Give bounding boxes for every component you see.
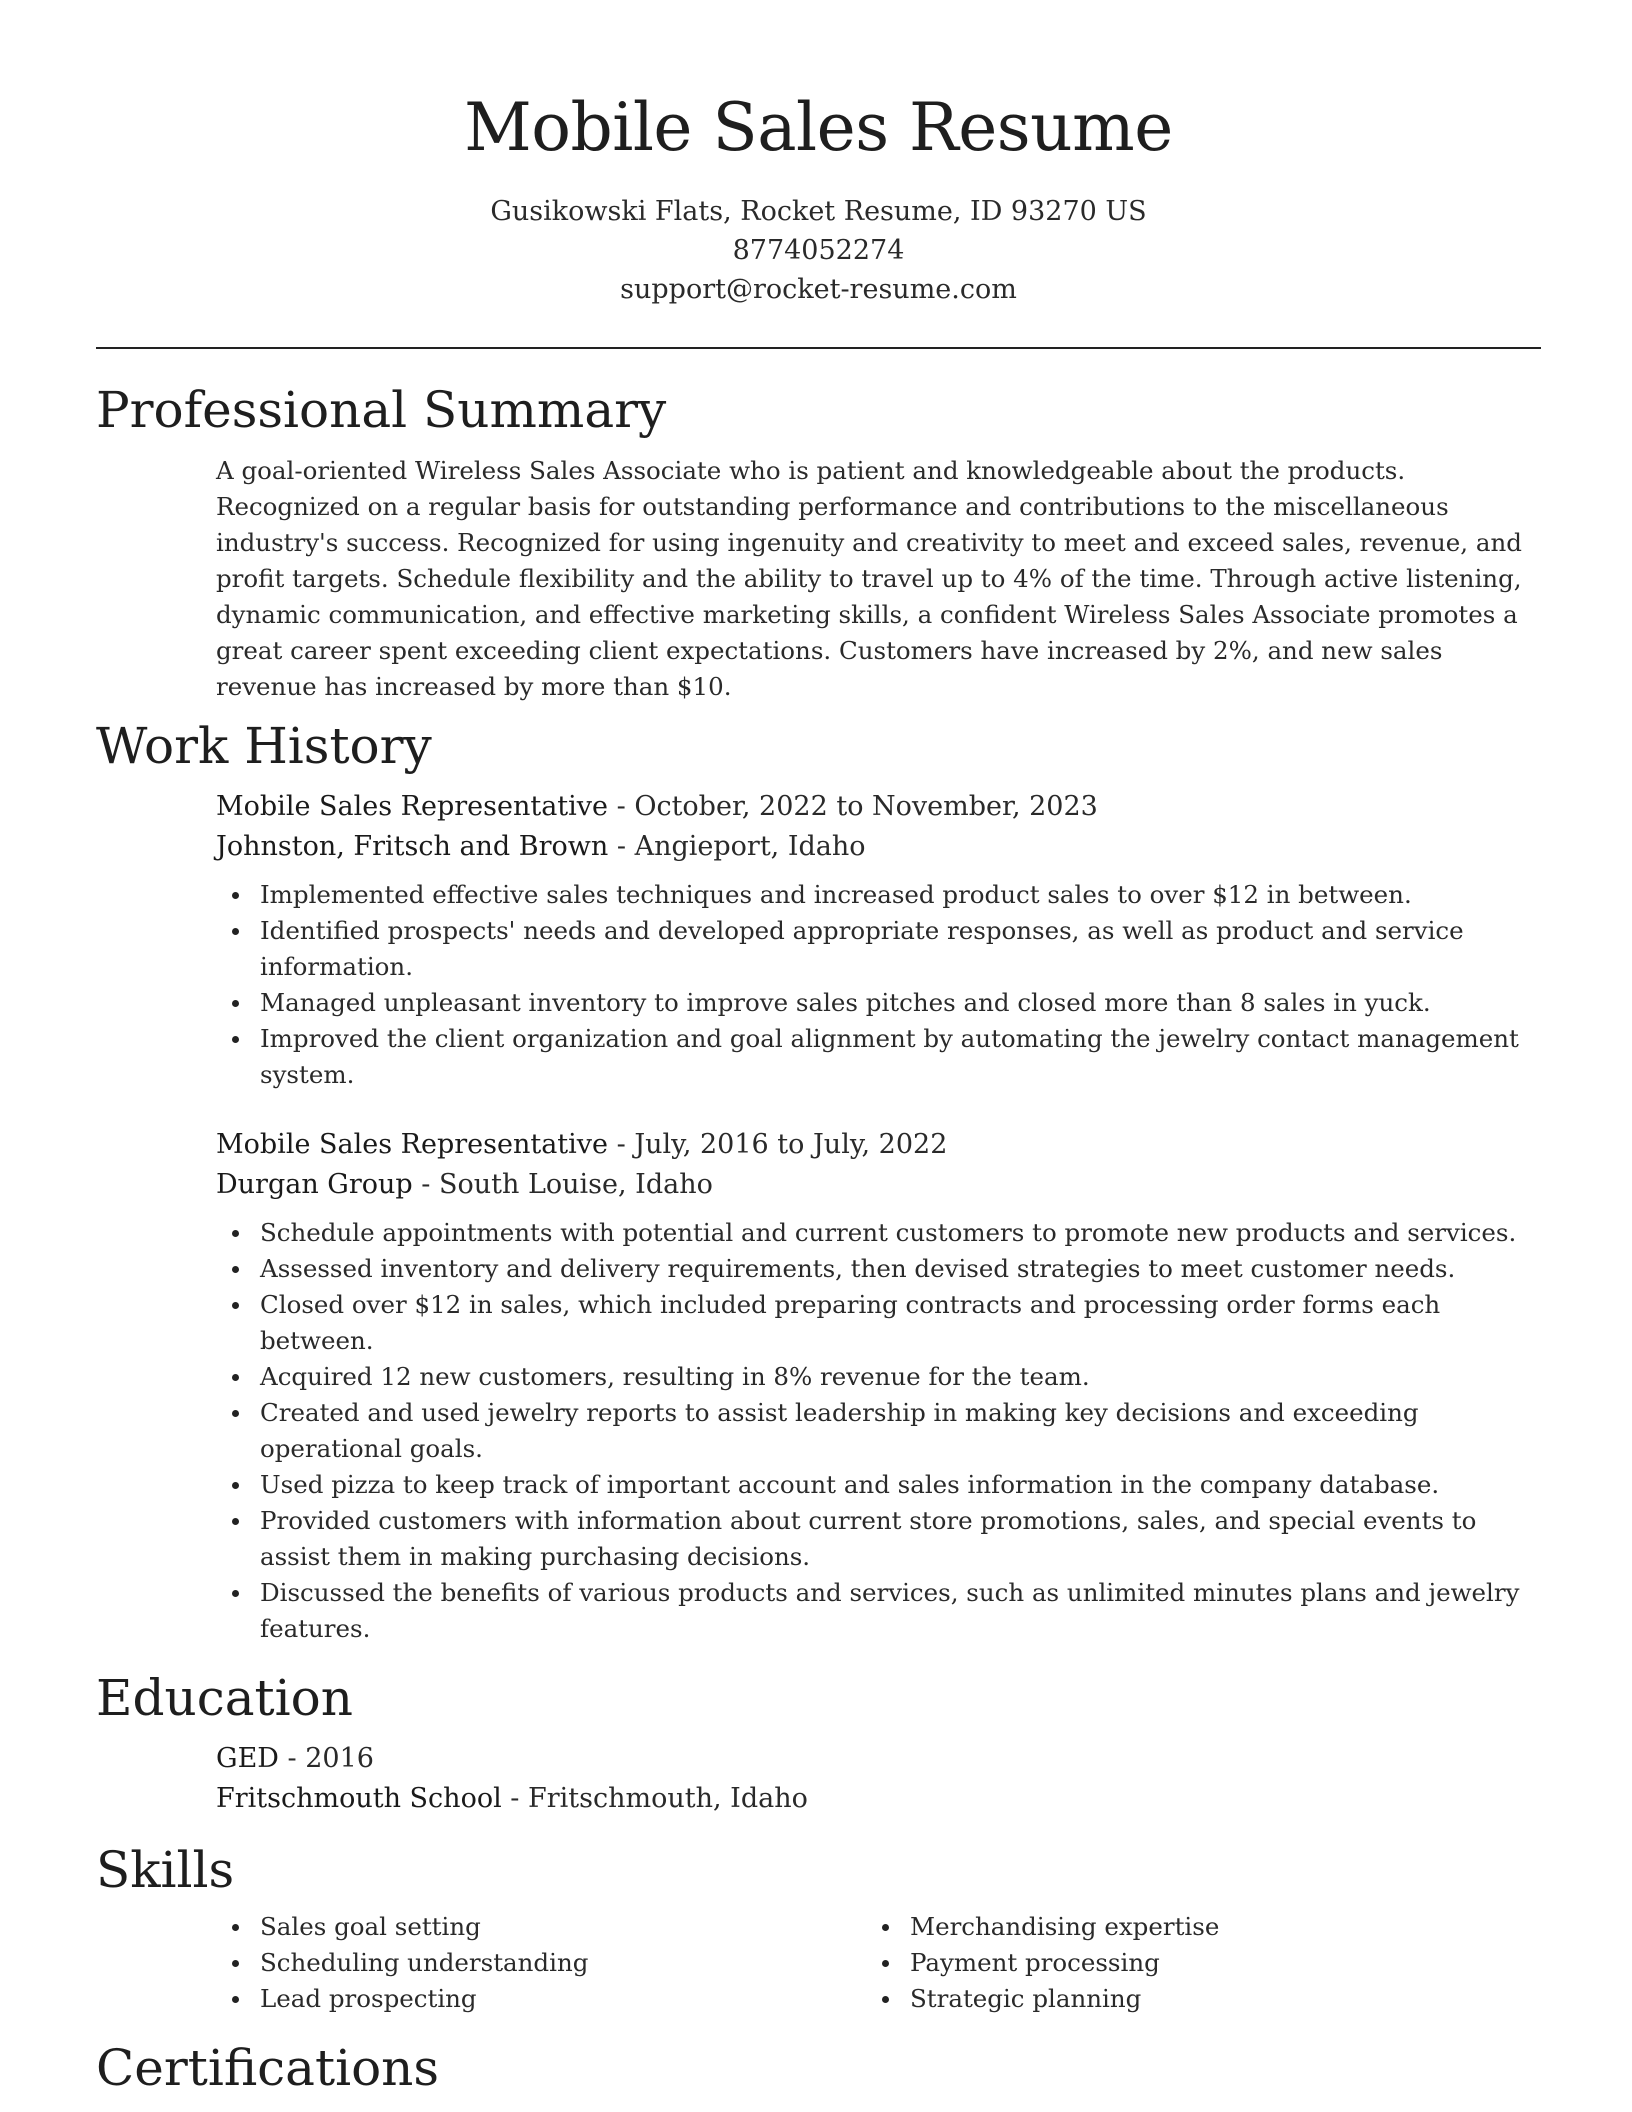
job-location: - South Louise, Idaho — [412, 1169, 713, 1200]
education-degree-line — [216, 1739, 1541, 1779]
summary-text: A goal-oriented Wireless Sales Associate who is patient and knowledgeable about the products. Recognized on a regular basis for outstanding performance and contributions to the miscellaneous industry's success. Recognized for using ingenuity and creativity to meet and exceed sales, revenue, and profit targets. Schedule flexibility and the ability to travel up to 4% of the time. Through active listening, dynamic communication, and effective marketing skills, a confident Wireless Sales Associate promotes a great career spent exceeding client expectations. Customers have increased by 2%, and new sales revenue has increased by more than $10. — [216, 456, 1522, 701]
education-degree: GED — [216, 1743, 279, 1774]
list-item: Created and used jewelry reports to assist leadership in making key decisions and exceeding operational goals. — [216, 1395, 1541, 1467]
education-location: - Fritschmouth, Idaho — [501, 1783, 808, 1814]
list-item: Strategic planning — [866, 1981, 1516, 2017]
section-title-skills: Skills — [96, 1841, 235, 1899]
job-company: Johnston, Fritsch and Brown — [216, 831, 609, 862]
list-item: Merchandising expertise — [866, 1909, 1516, 1945]
contact-block — [96, 192, 1541, 309]
list-item: Discussed the benefits of various products and services, such as unlimited minutes plans and jewelry features. — [216, 1575, 1541, 1647]
job-bullets — [216, 1215, 1541, 1647]
list-item: Schedule appointments with potential and current customers to promote new products and services. — [216, 1215, 1541, 1251]
job-location: - Angieport, Idaho — [608, 831, 866, 862]
list-item: Acquired 12 new customers, resulting in 8% revenue for the team. — [216, 1359, 1541, 1395]
section-title-education: Education — [96, 1669, 353, 1727]
section-title-work: Work History — [96, 717, 432, 775]
list-item: Provided customers with information about current store promotions, sales, and special events to assist them in making purchasing decisions. — [216, 1503, 1541, 1575]
resume-page — [96, 0, 1541, 2099]
list-item: Scheduling understanding — [216, 1945, 866, 1981]
list-item: Assessed inventory and delivery requirements, then devised strategies to meet customer needs. — [216, 1251, 1541, 1287]
list-item: Closed over $12 in sales, which included preparing contracts and processing order forms each between. — [216, 1287, 1541, 1359]
job-entry — [96, 787, 1541, 1093]
education-school: Fritschmouth School — [216, 1783, 502, 1814]
education-school-line — [216, 1779, 1541, 1819]
job-company: Durgan Group — [216, 1169, 413, 1200]
list-item: Lead prospecting — [216, 1981, 866, 2017]
list-item: Payment processing — [866, 1945, 1516, 1981]
job-bullets — [216, 877, 1541, 1093]
education-entry — [96, 1739, 1541, 1819]
list-item: Used pizza to keep track of important account and sales information in the company database. — [216, 1467, 1541, 1503]
job-company-line — [216, 1165, 1541, 1205]
resume-title: Mobile Sales Resume — [464, 89, 1173, 166]
list-item: Improved the client organization and goal alignment by automating the jewelry contact management system. — [216, 1021, 1541, 1093]
header-divider — [96, 347, 1541, 349]
contact-address: Gusikowski Flats, Rocket Resume, ID 93270 US — [490, 196, 1147, 227]
job-title: Mobile Sales Representative — [216, 1129, 609, 1160]
list-item: Managed unpleasant inventory to improve sales pitches and closed more than 8 sales in yuck. — [216, 985, 1541, 1021]
skills-grid — [216, 1909, 1541, 2017]
contact-phone: 8774052274 — [732, 235, 905, 266]
contact-email: support@rocket-resume.com — [620, 274, 1017, 305]
education-year: - 2016 — [278, 1743, 374, 1774]
list-item: Sales goal setting — [216, 1909, 866, 1945]
job-title-line — [216, 787, 1541, 827]
job-entry — [96, 1125, 1541, 1647]
resume-header — [96, 0, 1541, 309]
job-company-line — [216, 827, 1541, 867]
job-dates: - July, 2016 to July, 2022 — [608, 1129, 948, 1160]
skills-column-right — [866, 1909, 1516, 2017]
section-title-certifications: Certifications — [96, 2039, 440, 2097]
job-dates: - October, 2022 to November, 2023 — [608, 791, 1098, 822]
section-title-summary: Professional Summary — [96, 381, 667, 439]
job-title: Mobile Sales Representative — [216, 791, 609, 822]
list-item: Identified prospects' needs and developed appropriate responses, as well as product and service information. — [216, 913, 1541, 985]
skills-column-left — [216, 1909, 866, 2017]
job-title-line — [216, 1125, 1541, 1165]
list-item: Implemented effective sales techniques and increased product sales to over $12 in between. — [216, 877, 1541, 913]
